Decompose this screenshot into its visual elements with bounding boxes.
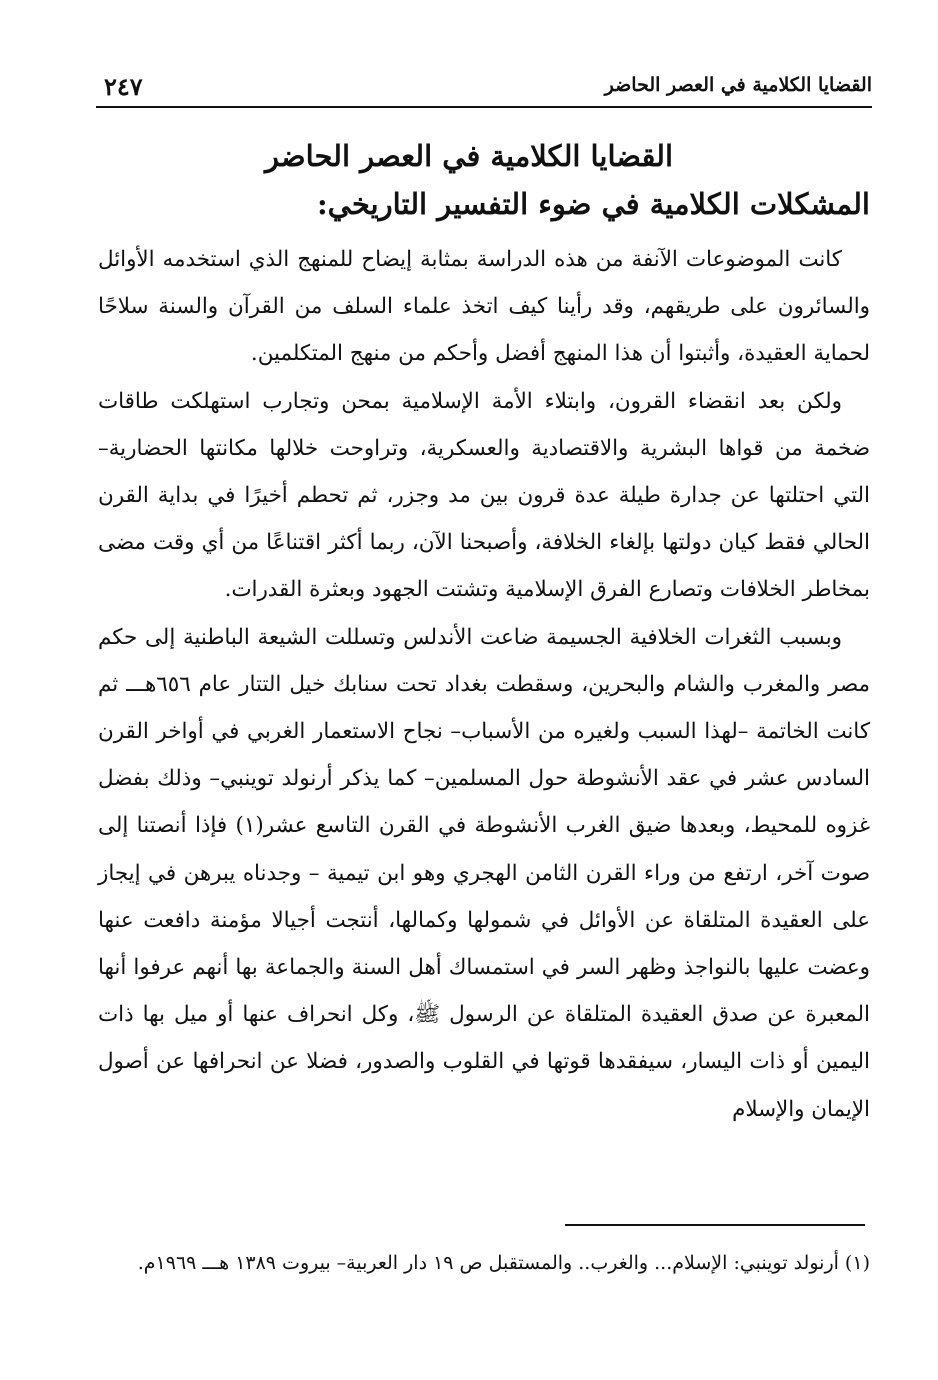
- footnote: (١) أرنولد توينبي: الإسلام... والغرب.. والمستقبل ص ١٩ دار العربية– بيروت ١٣٨٩ هـــ ١٩٦٩م.: [137, 1252, 870, 1274]
- paragraph: وبسبب الثغرات الخلافية الجسيمة ضاعت الأندلس وتسللت الشيعة الباطنية إلى حكم مصر والمغرب والشام والبحرين، وسقطت بغداد تحت سنابك خيل التتار عام ٦٥٦هـــ ثم كانت الخاتمة –لهذا السبب ولغيره من الأسباب– نجاح الاستعمار الغربي في أواخر القرن السادس عشر في عقد الأنشوطة حول المسلمين– كما يذكر أرنولد توينبي– وذلك بفضل غزوه للمحيط، وبعدها ضيق الغرب الأنشوطة في القرن التاسع عشر(١) فإذا أنصتنا إلى صوت آخر، ارتفع من وراء القرن الثامن الهجري وهو ابن تيمية – وجدناه يبرهن في إيجاز على العقيدة المتلقاة عن الأوائل في شمولها وكمالها، أنتجت أجيالا مؤمنة دافعت عنها وعضت عليها بالنواجذ وظهر السر في استمساك أهل السنة والجماعة بها أنهم عرفوا أنها المعبرة عن صدق العقيدة المتلقاة عن الرسول ﷺ، وكل انحراف عنها أو ميل بها ذات اليمين أو ذات اليسار، سيفقدها قوتها في القلوب والصدور، فضلا عن انحرافها عن أصول الإيمان والإسلام: [98, 624, 871, 1122]
- page-number: ٢٤٧: [104, 72, 143, 101]
- section-heading: المشكلات الكلامية في ضوء التفسير التاريخي:: [316, 187, 870, 221]
- paragraph: كانت الموضوعات الآنفة من هذه الدراسة بمثابة إيضاح للمنهج الذي استخدمه الأوائل والسائرون على طريقهم، وقد رأينا كيف اتخذ علماء السلف من القرآن والسنة سلاحًا لحماية العقيدة، وأثبتوا أن هذا المنهج أفضل وأحكم من منهج المتكلمين.: [98, 247, 870, 367]
- running-header: [96, 68, 872, 108]
- paragraph: ولكن بعد انقضاء القرون، وابتلاء الأمة الإسلامية بمحن وتجارب استهلكت طاقات ضخمة من قواها البشرية والاقتصادية والعسكرية، وتراوحت خلالها مكانتها الحضارية– التي احتلتها عن جدارة طيلة عدة قرون بين مد وجزر، ثم تحطم أخيرًا في بداية القرن الحالي فقط كيان دولتها بإلغاء الخلافة، وأصبحنا الآن، ربما أكثر اقتناعًا من أي وقت مضى بمخاطر الخلافات وتصارع الفرق الإسلامية وتشتت الجهود وبعثرة القدرات.: [98, 388, 870, 603]
- running-title: القضايا الكلامية في العصر الحاضر: [604, 74, 872, 96]
- footnote-divider: [565, 1224, 865, 1226]
- body-text: [98, 236, 870, 1133]
- chapter-title: القضايا الكلامية في العصر الحاضر: [264, 139, 674, 173]
